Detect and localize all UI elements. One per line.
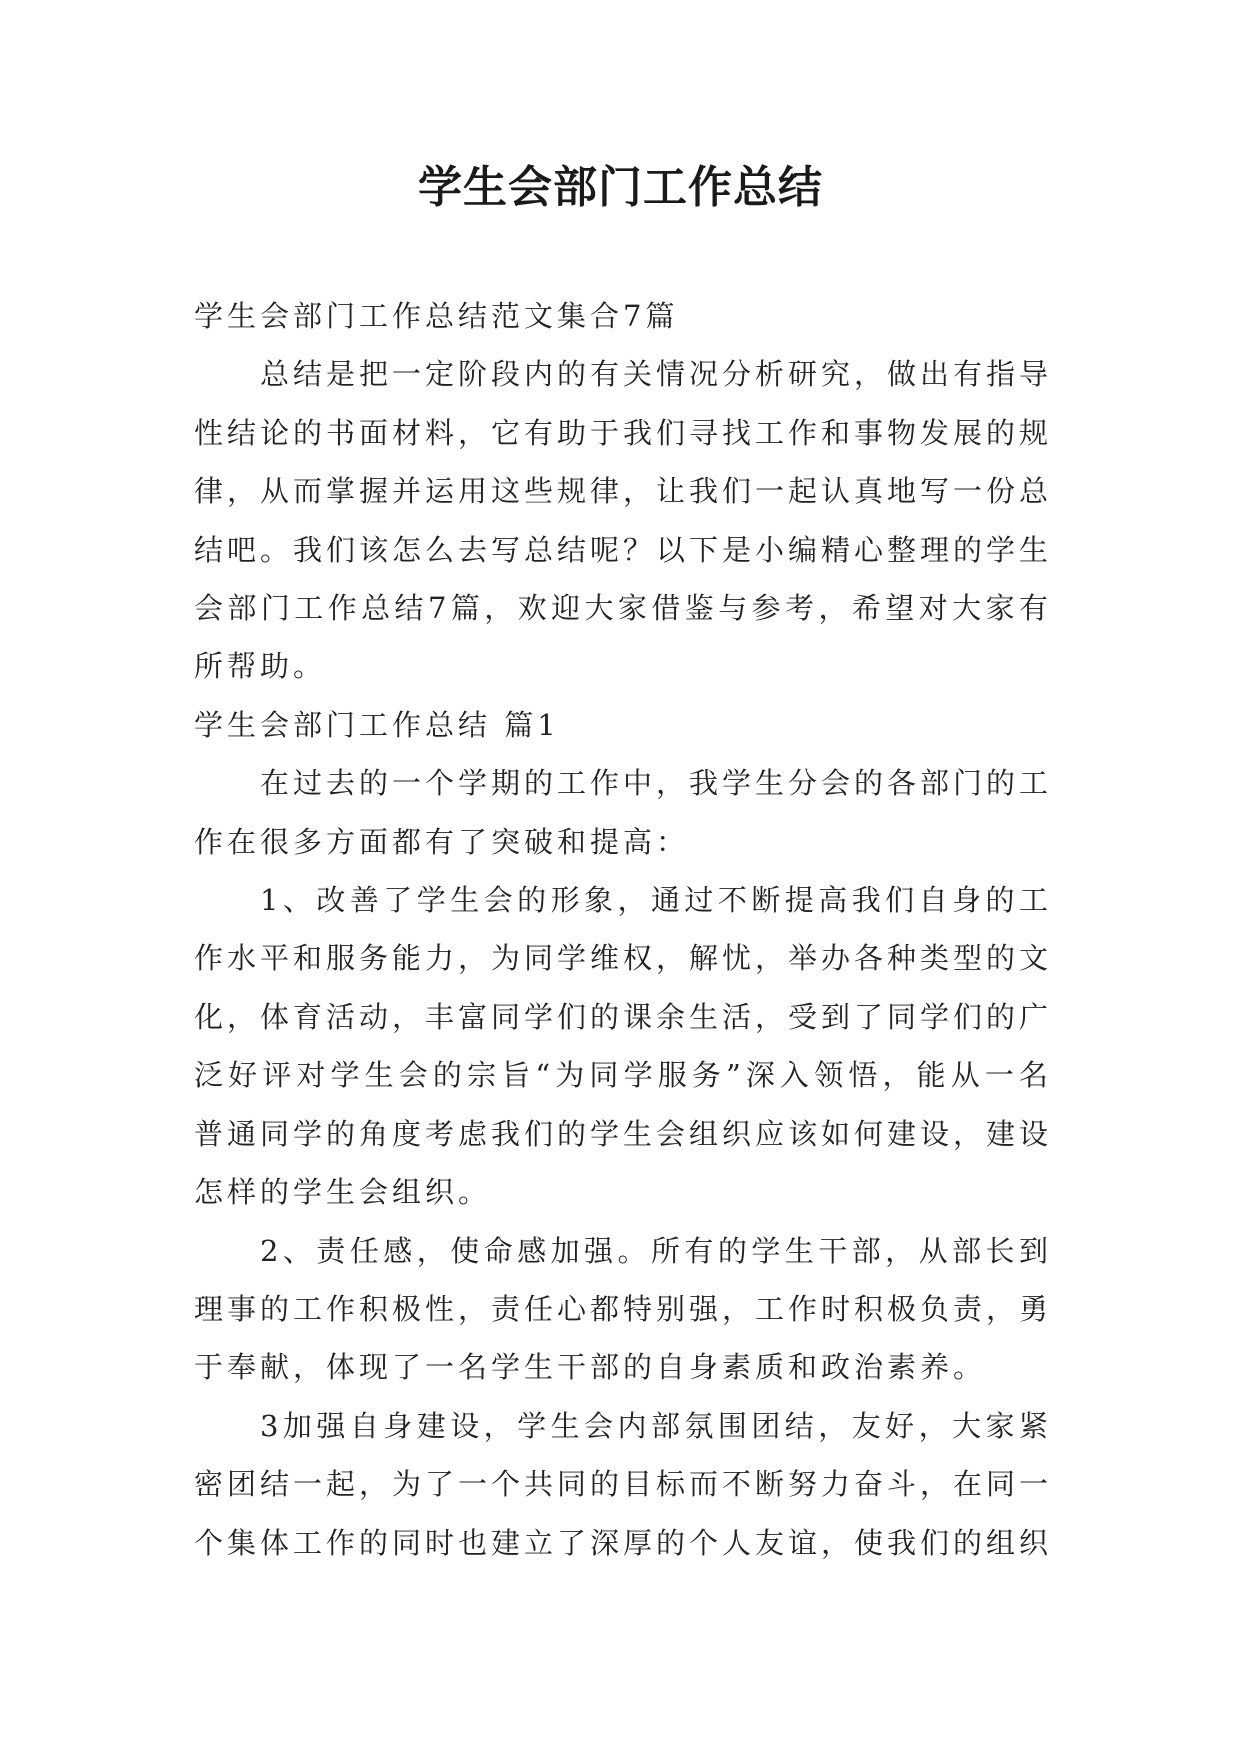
body-paragraph: 在过去的一个学期的工作中，我学生分会的各部门的工作在很多方面都有了突破和提高： — [194, 766, 1053, 859]
document-title: 学生会部门工作总结 — [418, 162, 823, 213]
body-paragraph: 1、改善了学生会的形象，通过不断提高我们自身的工作水平和服务能力，为同学维权，解忧，举办各种类型的文化，体育活动，丰富同学们的课余生活，受到了同学们的广泛好评对学生会的宗旨“为同学服务”深入领悟，能从一名普通同学的角度考虑我们的学生会组织应该如何建设，建设怎样的学生会组织。 — [194, 883, 1053, 1210]
body-paragraph: 3加强自身建设，学生会内部氛围团结，友好，大家紧密团结一起，为了一个共同的目标而不断努力奋斗，在同一个集体工作的同时也建立了深厚的个人友谊，使我们的组织 — [194, 1408, 1053, 1560]
section-heading: 学生会部门工作总结 篇1 — [194, 707, 560, 742]
body-paragraph: 总结是把一定阶段内的有关情况分析研究，做出有指导性结论的书面材料，它有助于我们寻找工作和事物发展的规律，从而掌握并运用这些规律，让我们一起认真地写一份总结吧。我们该怎么去写总结呢？以下是小编精心整理的学生会部门工作总结7篇，欢迎大家借鉴与参考，希望对大家有所帮助。 — [194, 357, 1053, 684]
subtitle-line: 学生会部门工作总结范文集合7篇 — [194, 299, 679, 333]
document-body — [194, 287, 1052, 1572]
body-paragraph: 2、责任感，使命感加强。所有的学生干部，从部长到理事的工作积极性，责任心都特别强，工作时积极负责，勇于奉献，体现了一名学生干部的自身素质和政治素养。 — [194, 1233, 1053, 1385]
